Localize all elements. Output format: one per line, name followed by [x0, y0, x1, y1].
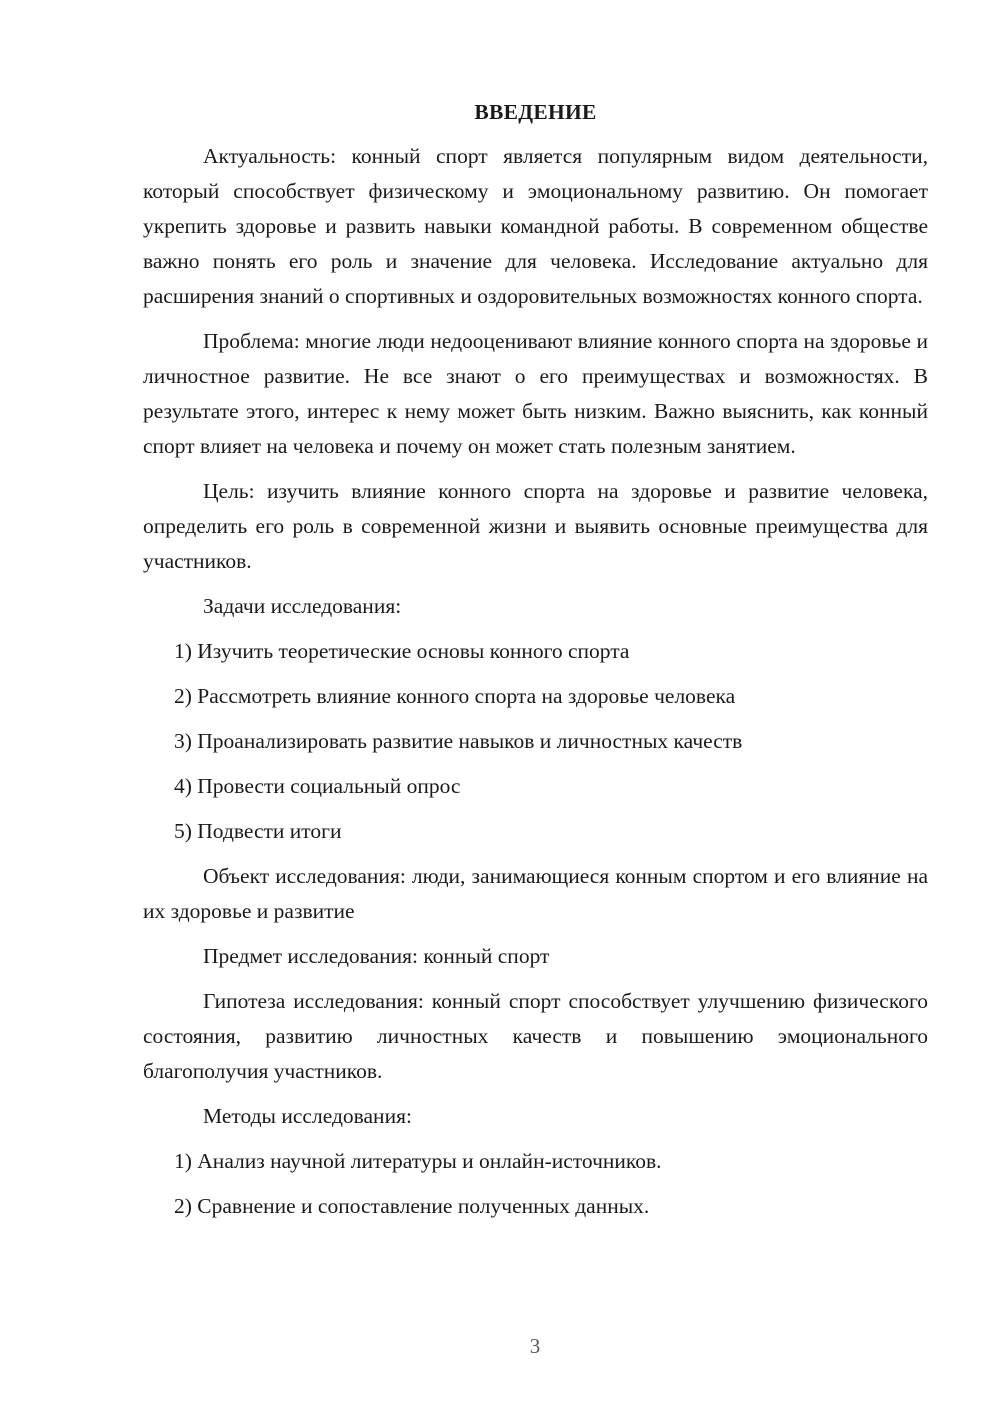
tasks-heading: Задачи исследования: — [203, 594, 402, 618]
page-number: 3 — [529, 1334, 541, 1358]
task-item: 2) Рассмотреть влияние конного спорта на здоровье человека — [174, 684, 736, 708]
method-item: 2) Сравнение и сопоставление полученных данных. — [174, 1194, 650, 1218]
object-paragraph: Объект исследования: люди, занимающиеся конным спортом и его влияние на их здоровье и развитие — [143, 864, 928, 923]
section-title: ВВЕДЕНИЕ — [474, 100, 597, 124]
task-item: 5) Подвести итоги — [174, 819, 342, 843]
page-content — [143, 95, 928, 1234]
methods-list — [143, 1144, 928, 1224]
methods-heading: Методы исследования: — [203, 1104, 412, 1128]
goal-paragraph: Цель: изучить влияние конного спорта на здоровье и развитие человека, определить его роль в современной жизни и выявить основные преимущества для участников. — [143, 479, 928, 573]
task-item: 1) Изучить теоретические основы конного спорта — [174, 639, 630, 663]
relevance-paragraph: Актуальность: конный спорт является популярным видом деятельности, который способствует физическому и эмоциональному развитию. Он помогает укрепить здоровье и развить навыки командной работы. В современном обществе важно понять его роль и значение для человека. Исследование актуально для расширения знаний о спортивных и оздоровительных возможностях конного спорта. — [143, 144, 928, 308]
method-item: 1) Анализ научной литературы и онлайн-источников. — [174, 1149, 662, 1173]
hypothesis-paragraph: Гипотеза исследования: конный спорт способствует улучшению физического состояния, развитию личностных качеств и повышению эмоционального благополучия участников. — [143, 989, 928, 1083]
problem-paragraph: Проблема: многие люди недооценивают влияние конного спорта на здоровье и личностное развитие. Не все знают о его преимуществах и возможностях. В результате этого, интерес к нему может быть низким. Важно выяснить, как конный спорт влияет на человека и почему он может стать полезным занятием. — [143, 329, 928, 458]
task-item: 4) Провести социальный опрос — [174, 774, 461, 798]
tasks-list — [143, 634, 928, 849]
subject-paragraph: Предмет исследования: конный спорт — [203, 944, 550, 968]
task-item: 3) Проанализировать развитие навыков и личностных качеств — [174, 729, 743, 753]
